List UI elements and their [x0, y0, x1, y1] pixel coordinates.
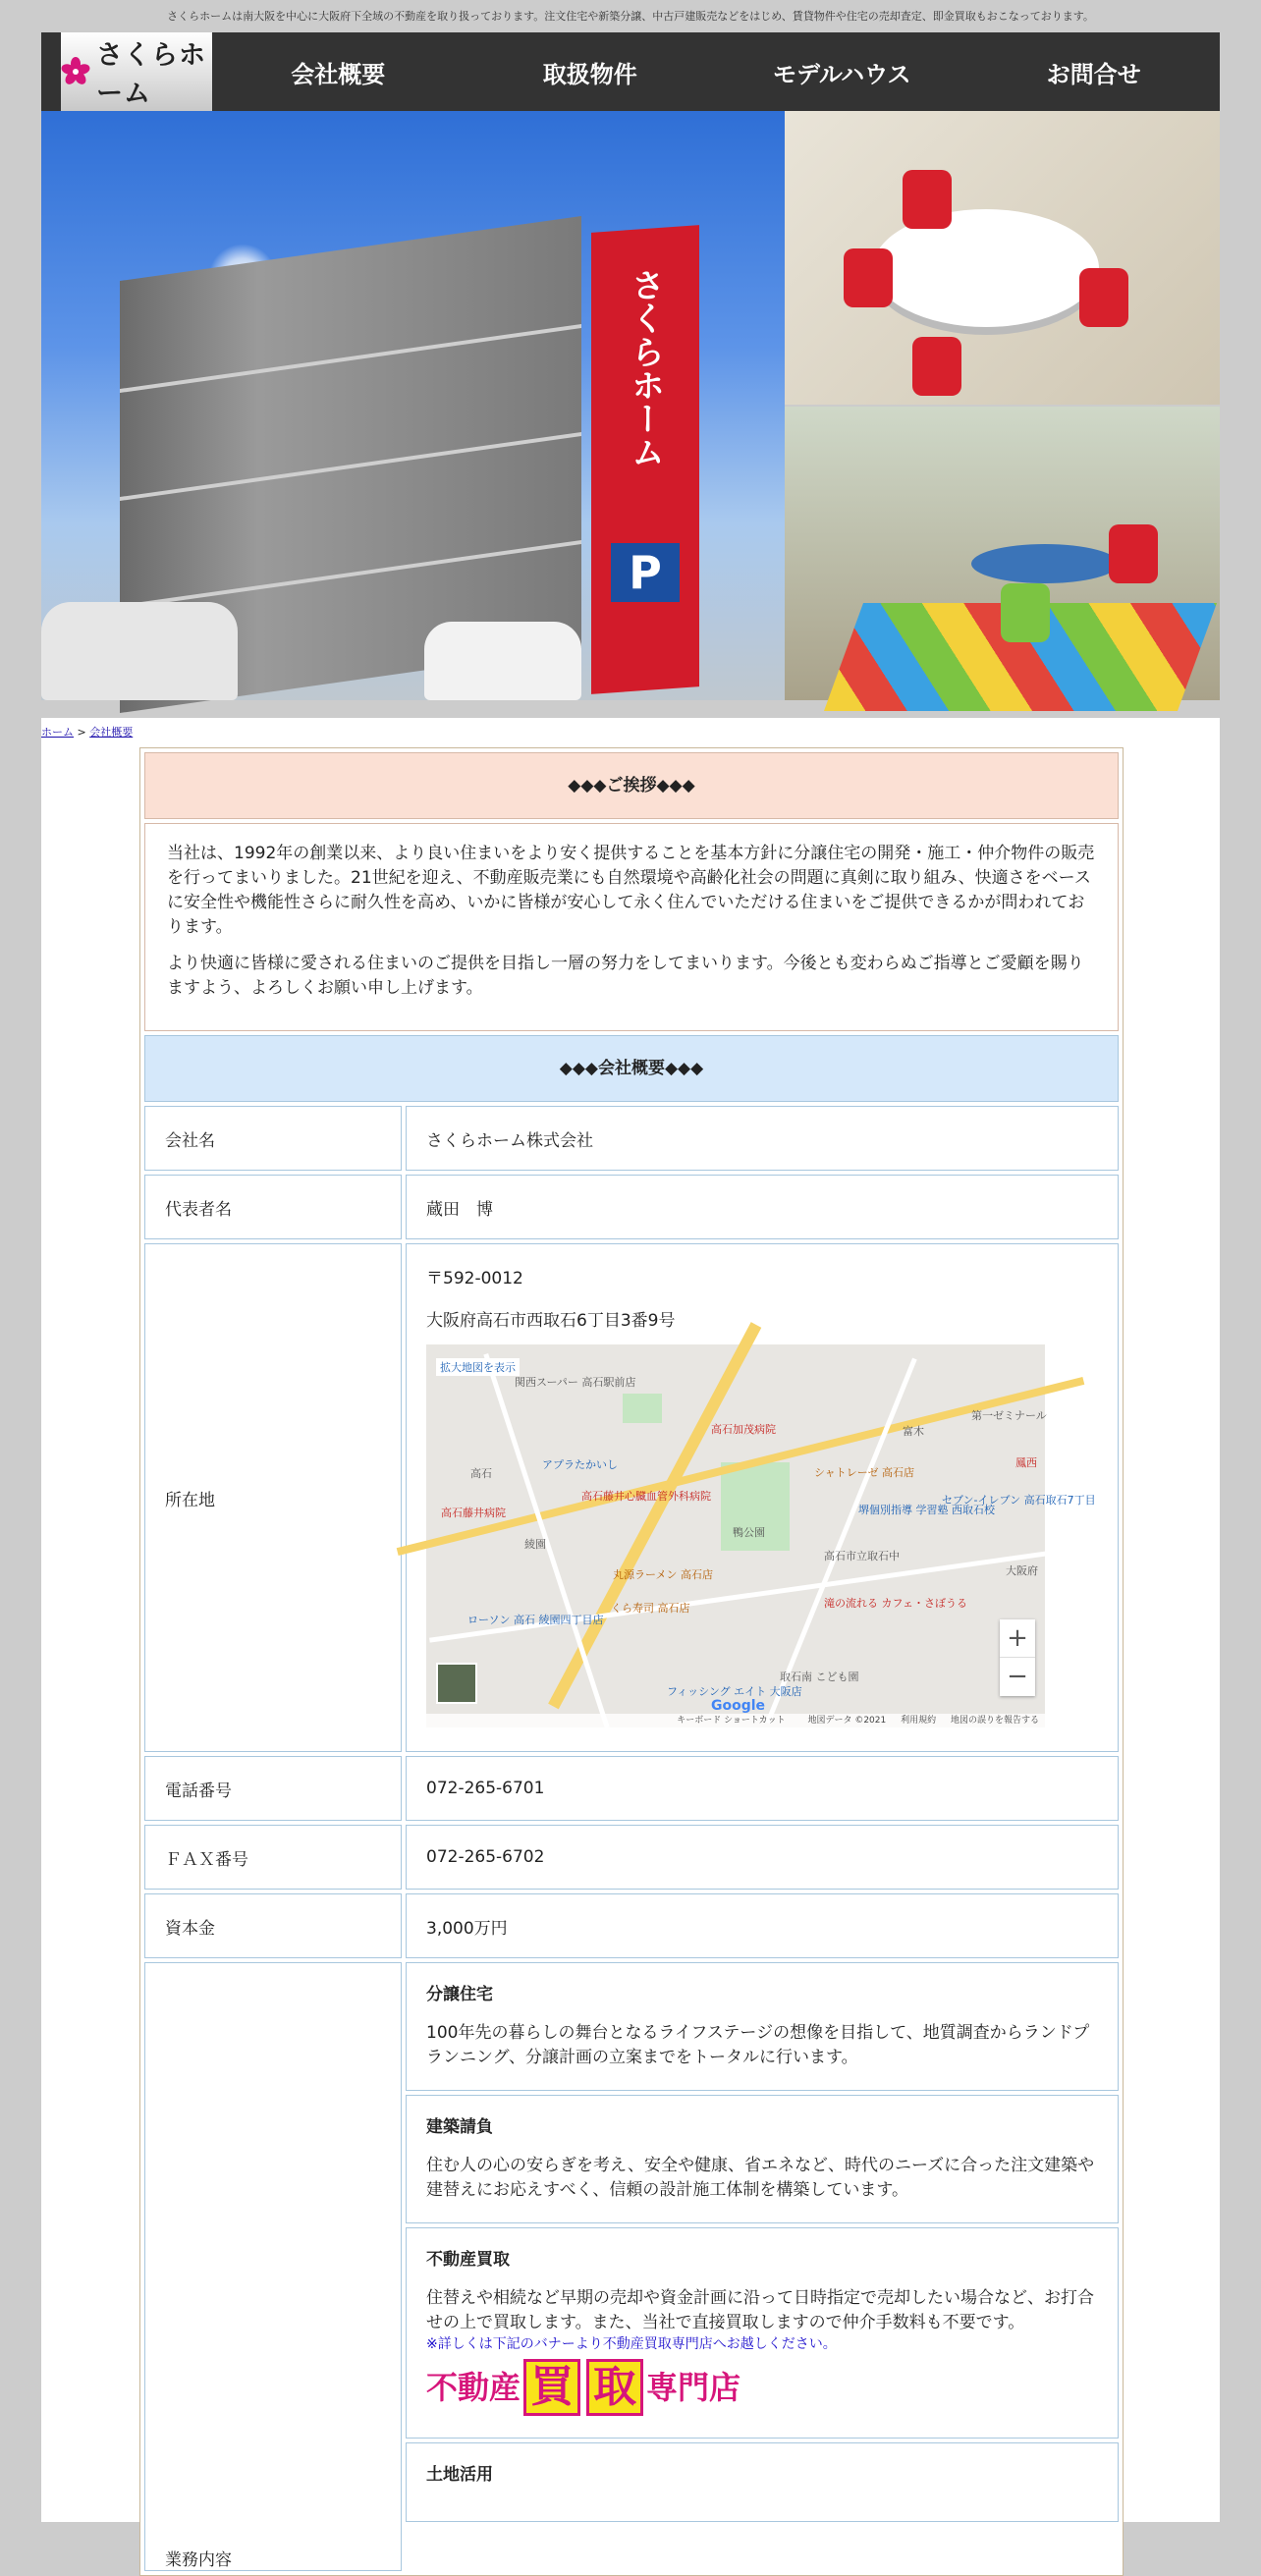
map-label: 第一ゼミナール [971, 1409, 1047, 1422]
map-label: セブン-イレブン 高石取石7丁目 [942, 1494, 1096, 1507]
row-fax [144, 1825, 1119, 1890]
representative-label: 代表者名 [144, 1175, 402, 1239]
map-label: ローソン 高石 綾園四丁目店 [467, 1614, 604, 1626]
sign-text: さくらホーム [625, 266, 665, 470]
map-label: 関西スーパー 高石駅前店 [515, 1376, 636, 1389]
row-address [144, 1243, 1119, 1752]
global-nav [41, 32, 1220, 111]
business-note: ※詳しくは下記のバナーより不動産買取専門店へお越しください。 [426, 2336, 837, 2352]
map-label: 鳳西 [1015, 1456, 1037, 1469]
business-label: 業務内容 [144, 1962, 402, 2571]
site-tagline: さくらホームは南大阪を中心に大阪府下全域の不動産を取り扱っております。注文住宅や新築分譲、中古戸建販売などをはじめ、賃貸物件や住宅の売却査定、即金買取もおこなっております。 [167, 10, 1094, 23]
map-terms[interactable]: 利用規約 [901, 1716, 937, 1726]
office-building-photo [41, 111, 785, 700]
map-label: 大阪府 [1006, 1564, 1038, 1577]
google-logo: Google [711, 1698, 766, 1714]
fax-value: 072-265-6702 [406, 1825, 1119, 1890]
nav-company[interactable]: 会社概要 [291, 60, 386, 88]
greeting-paragraph: 当社は、1992年の創業以来、より良い住まいをより安く提供することを基本方針に分譲住宅の開発・施工・仲介物件の販売を行ってまいりました。21世紀を迎え、不動産販売業にも自然環境や高齢化社会の問題に真剣に取り組み、快適さをベースに安全性や機能性さらに耐久性を高め、いかに皆様が安心して永く住んでいただける住まいをご提供できるかが問われております。 [167, 844, 1095, 937]
parking-sign: P [611, 543, 680, 602]
map-report-error[interactable]: 地図の誤りを報告する [950, 1716, 1039, 1726]
row-business [144, 1962, 1119, 2571]
business-item-text: 100年先の暮らしの舞台となるライフステージの想像を目指して、地質調査からランドプランニング、分譲計画の立案までをトータルに行います。 [426, 2023, 1090, 2067]
phone-value: 072-265-6701 [406, 1756, 1119, 1821]
main-content [41, 718, 1220, 2570]
zoom-out-button[interactable]: − [1007, 1662, 1028, 1691]
map-label: 取石南 こども園 [780, 1671, 859, 1683]
row-capital [144, 1893, 1119, 1958]
google-map[interactable] [426, 1344, 1096, 1727]
nav-properties[interactable]: 取扱物件 [542, 60, 637, 88]
map-zoom-control [1000, 1619, 1035, 1696]
greeting-title: ◆◆◆ご挨拶◆◆◆ [144, 752, 1119, 819]
real-estate-purchase-banner[interactable] [426, 2357, 809, 2418]
banner-text: 買 [523, 2359, 580, 2416]
business-item [406, 2442, 1119, 2522]
map-label: 滝の流れる カフェ・さぼうる [824, 1597, 967, 1610]
map-label: シャトレーゼ 高石店 [814, 1466, 915, 1479]
row-phone [144, 1756, 1119, 1821]
map-label: 高石 [470, 1467, 492, 1480]
map-footer [426, 1714, 1045, 1727]
hero-images [41, 111, 1220, 700]
phone-label: 電話番号 [144, 1756, 402, 1821]
logo-text: さくらホーム [96, 40, 206, 109]
map-keyboard-shortcuts[interactable]: キーボード ショートカット [677, 1716, 786, 1726]
profile-title: ◆◆◆会社概要◆◆◆ [144, 1035, 1119, 1102]
banner-text: 不動産 [426, 2368, 521, 2406]
postal-code: 〒592-0012 [426, 1269, 523, 1288]
breadcrumb-home-link[interactable]: ホーム [41, 726, 74, 739]
banner-text: 専門店 [646, 2368, 741, 2406]
business-item-text: 住む人の心の安らぎを考え、安全や健康、省エネなど、時代のニーズに合った注文建築や建替えにお応えすべく、信頼の設計施工体制を構築しています。 [426, 2156, 1095, 2200]
row-company-name [144, 1106, 1119, 1171]
breadcrumb [41, 718, 1220, 741]
business-item [406, 2227, 1119, 2439]
map-label: 富木 [903, 1425, 924, 1438]
map-enlarge-link[interactable]: 拡大地図を表示 [436, 1358, 520, 1376]
map-label: 高石藤井病院 [441, 1507, 506, 1519]
capital-value: 3,000万円 [406, 1893, 1119, 1958]
map-label: フィッシング エイト 大阪店 [667, 1685, 802, 1698]
row-representative [144, 1175, 1119, 1239]
map-label: 丸源ラーメン 高石店 [613, 1568, 713, 1581]
business-item-title: 分譲住宅 [426, 1985, 493, 2004]
capital-label: 資本金 [144, 1893, 402, 1958]
address-label: 所在地 [144, 1243, 402, 1752]
map-data-credit: 地図データ ©2021 [807, 1716, 887, 1726]
meeting-room-photo [785, 111, 1220, 405]
kids-space-photo [785, 407, 1220, 700]
business-item-title: 土地活用 [426, 2465, 493, 2485]
business-item-title: 建築請負 [426, 2117, 493, 2137]
company-info-box [139, 747, 1124, 2576]
company-name-label: 会社名 [144, 1106, 402, 1171]
map-satellite-toggle[interactable] [436, 1663, 477, 1704]
map-label: 高石藤井心臓血管外科病院 [581, 1490, 711, 1503]
business-item [406, 2095, 1119, 2223]
site-logo[interactable] [61, 32, 212, 111]
map-label: 高石加茂病院 [711, 1423, 776, 1436]
business-item-text: 住替えや相続など早期の売却や資金計画に沿って日時指定で売却したい場合など、お打合せの上で買取します。また、当社で直接買取しますので仲介手数料も不要です。 [426, 2288, 1094, 2332]
business-list [406, 1962, 1119, 2571]
representative-value: 蔵田 博 [406, 1175, 1119, 1239]
business-item-title: 不動産買取 [426, 2250, 510, 2270]
nav-model-house[interactable]: モデルハウス [773, 60, 911, 88]
map-label: アプラたかいし [542, 1458, 618, 1471]
banner-text: 取 [586, 2359, 643, 2416]
business-item [406, 1962, 1119, 2091]
map-label: 高石市立取石中 [824, 1550, 900, 1562]
breadcrumb-separator: > [77, 726, 86, 739]
sakura-flower-icon [61, 57, 90, 86]
map-label: 綾園 [524, 1538, 546, 1551]
fax-label: ＦＡＸ番号 [144, 1825, 402, 1890]
address-text: 大阪府高石市西取石6丁目3番9号 [426, 1311, 676, 1331]
nav-contact[interactable]: お問合せ [1046, 60, 1141, 88]
greeting-body [144, 823, 1119, 1031]
breadcrumb-current-link[interactable]: 会社概要 [89, 726, 134, 739]
greeting-paragraph: より快適に皆様に愛される住まいのご提供を目指し一層の努力をしてまいります。今後とも変わらぬご指導とご愛顧を賜りますよう、よろしくお願い申し上げます。 [167, 954, 1084, 998]
company-name-value: さくらホーム株式会社 [406, 1106, 1119, 1171]
address-value [406, 1243, 1119, 1752]
map-label: 鴨公園 [733, 1526, 765, 1539]
map-label: 堺個別指導 学習塾 西取石校 [858, 1504, 995, 1516]
map-label: くら寿司 高石店 [611, 1602, 690, 1615]
zoom-in-button[interactable]: + [1000, 1619, 1035, 1658]
